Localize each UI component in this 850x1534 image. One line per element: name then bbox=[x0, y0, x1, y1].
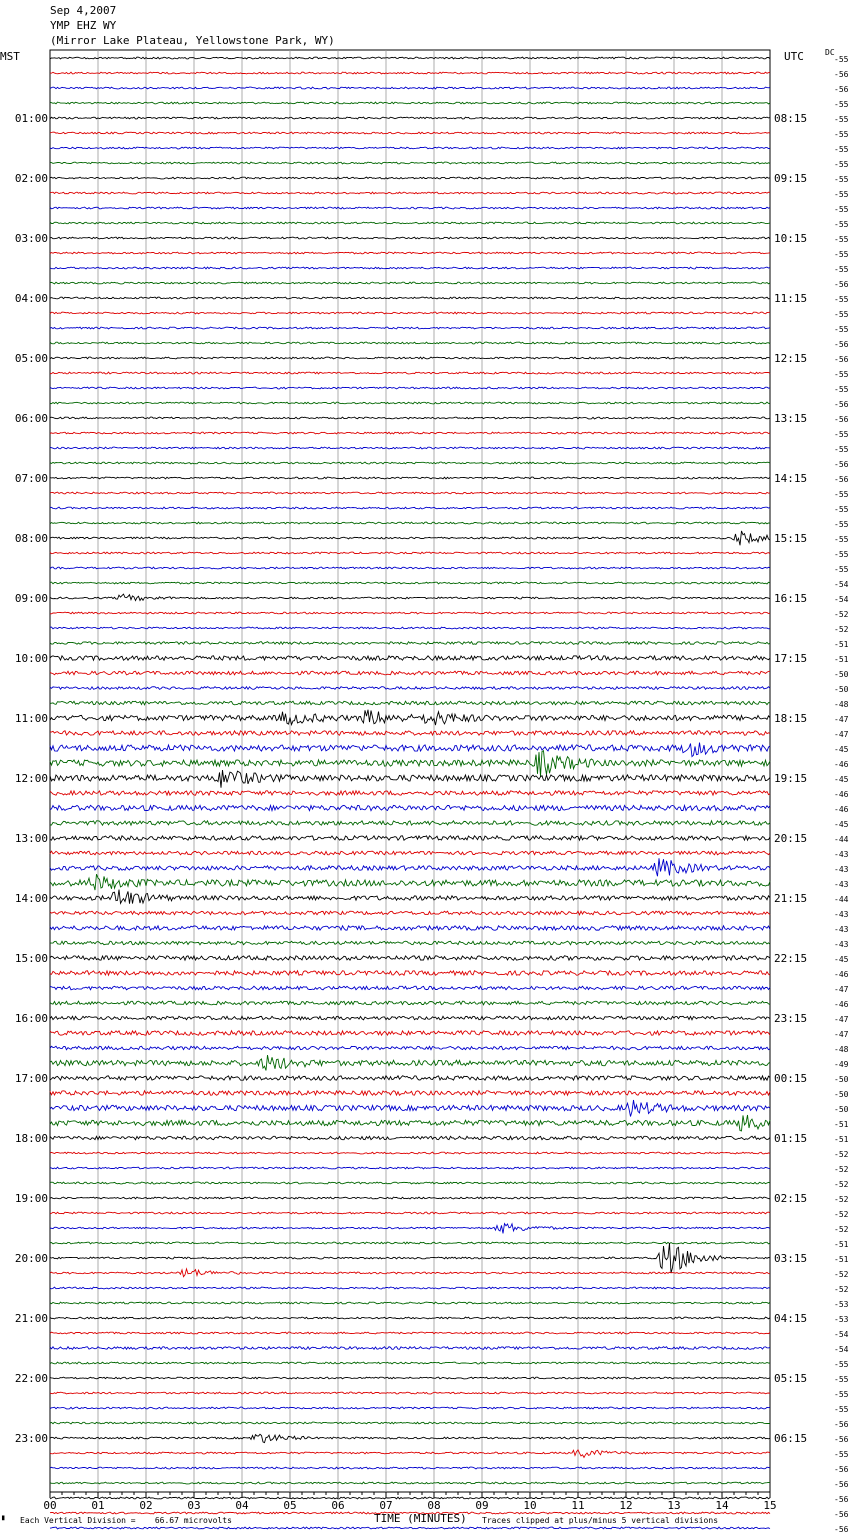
seismic-trace bbox=[50, 1224, 770, 1234]
utc-hour-label: 05:15 bbox=[774, 1372, 808, 1385]
x-tick-label: 07 bbox=[379, 1499, 393, 1512]
seismic-trace bbox=[50, 1392, 770, 1394]
mst-hour-label: 16:00 bbox=[14, 1012, 48, 1025]
seismic-trace bbox=[50, 1031, 770, 1035]
seismic-trace bbox=[50, 1100, 770, 1117]
station-label: YMP EHZ WY bbox=[50, 19, 117, 32]
seismic-trace bbox=[50, 791, 770, 795]
seismic-trace bbox=[50, 1136, 770, 1140]
seismic-trace bbox=[50, 612, 770, 614]
mst-hour-label: 05:00 bbox=[14, 352, 48, 365]
seismic-trace bbox=[50, 1001, 770, 1005]
x-tick-label: 01 bbox=[91, 1499, 105, 1512]
dc-offset-label: -50 bbox=[834, 1075, 849, 1084]
utc-hour-label: 03:15 bbox=[774, 1252, 808, 1265]
trace-layer bbox=[50, 57, 770, 1534]
dc-offset-label: -47 bbox=[834, 1015, 849, 1024]
dc-offset-label: -55 bbox=[834, 205, 849, 214]
utc-hour-label: 06:15 bbox=[774, 1432, 808, 1445]
seismic-trace bbox=[50, 132, 770, 134]
dc-offset-label: -51 bbox=[834, 1120, 849, 1129]
mst-hour-label: 01:00 bbox=[14, 112, 48, 125]
dc-offset-label: -55 bbox=[834, 385, 849, 394]
dc-offset-label: -51 bbox=[834, 640, 849, 649]
seismic-trace bbox=[50, 1434, 770, 1442]
utc-hour-label: 00:15 bbox=[774, 1072, 808, 1085]
seismic-trace bbox=[50, 956, 770, 960]
seismic-trace bbox=[50, 402, 770, 404]
dc-offset-label: -54 bbox=[834, 595, 849, 604]
dc-offset-label: -56 bbox=[834, 1525, 849, 1534]
dc-offset-label: -54 bbox=[834, 1345, 849, 1354]
utc-hour-label: 02:15 bbox=[774, 1192, 808, 1205]
seismic-trace bbox=[50, 1212, 770, 1214]
dc-offset-label: -55 bbox=[834, 190, 849, 199]
dc-offset-label: -50 bbox=[834, 685, 849, 694]
dc-offset-label: -43 bbox=[834, 865, 849, 874]
utc-hour-label: 16:15 bbox=[774, 592, 808, 605]
seismic-trace bbox=[50, 177, 770, 179]
dc-offset-label: -55 bbox=[834, 55, 849, 64]
dc-offset-label: -43 bbox=[834, 925, 849, 934]
mst-hour-label: 10:00 bbox=[14, 652, 48, 665]
seismic-trace bbox=[50, 522, 770, 524]
x-tick-label: 09 bbox=[475, 1499, 489, 1512]
seismic-trace bbox=[50, 282, 770, 284]
dc-offset-label: -55 bbox=[834, 565, 849, 574]
dc-offset-label: -56 bbox=[834, 415, 849, 424]
x-tick-label: 15 bbox=[763, 1499, 777, 1512]
dc-offset-label: -50 bbox=[834, 670, 849, 679]
dc-offset-label: -52 bbox=[834, 1210, 849, 1219]
seismic-trace bbox=[50, 642, 770, 645]
dc-label: DC bbox=[825, 48, 835, 57]
mst-hour-label: 12:00 bbox=[14, 772, 48, 785]
dc-offset-label: -55 bbox=[834, 235, 849, 244]
dc-offset-label: -55 bbox=[834, 1375, 849, 1384]
location-label: (Mirror Lake Plateau, Yellowstone Park, WY) bbox=[50, 34, 335, 47]
mst-hour-label: 03:00 bbox=[14, 232, 48, 245]
seismic-trace bbox=[50, 671, 770, 675]
seismic-trace bbox=[50, 1016, 770, 1020]
dc-offset-label: -51 bbox=[834, 1255, 849, 1264]
seismic-trace bbox=[50, 1182, 770, 1184]
dc-offset-label: -55 bbox=[834, 1450, 849, 1459]
mst-hour-label: 13:00 bbox=[14, 832, 48, 845]
utc-hour-label: 19:15 bbox=[774, 772, 808, 785]
dc-offset-label: -56 bbox=[834, 1420, 849, 1429]
utc-hour-label: 18:15 bbox=[774, 712, 808, 725]
seismic-trace bbox=[50, 237, 770, 239]
dc-offset-label: -55 bbox=[834, 490, 849, 499]
utc-hour-label: 01:15 bbox=[774, 1132, 808, 1145]
seismic-trace bbox=[50, 858, 770, 876]
seismic-trace bbox=[50, 770, 770, 788]
dc-offset-label: -52 bbox=[834, 1150, 849, 1159]
seismic-trace bbox=[50, 432, 770, 434]
utc-hour-label: 11:15 bbox=[774, 292, 808, 305]
right-timezone-label: UTC bbox=[784, 50, 804, 63]
seismic-trace bbox=[50, 117, 770, 119]
utc-hour-label: 21:15 bbox=[774, 892, 808, 905]
dc-offset-label: -52 bbox=[834, 1165, 849, 1174]
seismic-trace bbox=[50, 911, 770, 915]
dc-offset-label: -56 bbox=[834, 70, 849, 79]
x-tick-label: 03 bbox=[187, 1499, 201, 1512]
mst-hour-label: 11:00 bbox=[14, 712, 48, 725]
seismic-trace bbox=[50, 222, 770, 224]
plot-frame bbox=[50, 50, 770, 1492]
seismic-trace bbox=[50, 1362, 770, 1364]
seismic-trace bbox=[50, 477, 770, 479]
dc-offset-label: -46 bbox=[834, 805, 849, 814]
dc-offset-label: -55 bbox=[834, 325, 849, 334]
seismic-trace bbox=[50, 192, 770, 194]
seismic-trace bbox=[50, 372, 770, 374]
seismic-trace bbox=[50, 1197, 770, 1199]
seismic-trace bbox=[50, 805, 770, 810]
seismic-trace bbox=[50, 986, 770, 990]
seismic-trace bbox=[50, 751, 770, 777]
dc-offset-label: -43 bbox=[834, 910, 849, 919]
seismic-trace bbox=[50, 731, 770, 735]
mst-hour-label: 02:00 bbox=[14, 172, 48, 185]
seismic-trace bbox=[50, 582, 770, 584]
x-tick-label: 00 bbox=[43, 1499, 57, 1512]
dc-offset-label: -45 bbox=[834, 745, 849, 754]
utc-hour-label: 20:15 bbox=[774, 832, 808, 845]
mst-hour-label: 04:00 bbox=[14, 292, 48, 305]
dc-offset-label: -49 bbox=[834, 1060, 849, 1069]
seismic-trace bbox=[50, 447, 770, 449]
utc-hour-label: 08:15 bbox=[774, 112, 808, 125]
dc-offset-label: -47 bbox=[834, 715, 849, 724]
utc-hour-label: 10:15 bbox=[774, 232, 808, 245]
seismic-trace bbox=[50, 851, 770, 855]
dc-offset-label: -50 bbox=[834, 1090, 849, 1099]
seismic-trace bbox=[50, 971, 770, 975]
seismic-trace bbox=[50, 1167, 770, 1169]
seismic-trace bbox=[50, 1497, 770, 1499]
seismic-trace bbox=[50, 1115, 770, 1131]
mst-hour-label: 09:00 bbox=[14, 592, 48, 605]
mst-hour-label: 21:00 bbox=[14, 1312, 48, 1325]
left-timezone-label: MST bbox=[0, 50, 20, 63]
utc-hour-label: 17:15 bbox=[774, 652, 808, 665]
seismic-trace bbox=[50, 297, 770, 299]
x-tick-label: 12 bbox=[619, 1499, 633, 1512]
dc-offset-label: -52 bbox=[834, 1270, 849, 1279]
vertical-division-note: Each Vertical Division = 66.67 microvolts bbox=[20, 1516, 232, 1525]
mst-hour-label: 22:00 bbox=[14, 1372, 48, 1385]
seismic-trace bbox=[50, 627, 770, 629]
dc-offset-label: -45 bbox=[834, 775, 849, 784]
dc-offset-label: -47 bbox=[834, 1030, 849, 1039]
seismic-trace bbox=[50, 507, 770, 509]
seismic-trace bbox=[50, 267, 770, 269]
seismic-trace bbox=[50, 710, 770, 725]
dc-offset-label: -55 bbox=[834, 115, 849, 124]
seismic-trace bbox=[50, 162, 770, 164]
seismic-trace bbox=[50, 594, 770, 600]
seismic-trace bbox=[50, 531, 770, 545]
mst-hour-label: 17:00 bbox=[14, 1072, 48, 1085]
dc-offset-label: -52 bbox=[834, 1225, 849, 1234]
x-tick-label: 02 bbox=[139, 1499, 153, 1512]
dc-offset-label: -55 bbox=[834, 1360, 849, 1369]
mst-hour-label: 07:00 bbox=[14, 472, 48, 485]
dc-offset-label: -55 bbox=[834, 220, 849, 229]
utc-hour-label: 22:15 bbox=[774, 952, 808, 965]
dc-offset-label: -56 bbox=[834, 1495, 849, 1504]
dc-offset-label: -54 bbox=[834, 580, 849, 589]
dc-offset-label: -54 bbox=[834, 1330, 849, 1339]
dc-offset-label: -55 bbox=[834, 160, 849, 169]
utc-hour-label: 13:15 bbox=[774, 412, 808, 425]
seismic-trace bbox=[50, 312, 770, 314]
dc-offset-label: -43 bbox=[834, 880, 849, 889]
seismic-trace bbox=[50, 567, 770, 569]
dc-offset-label: -52 bbox=[834, 1180, 849, 1189]
dc-offset-label: -55 bbox=[834, 505, 849, 514]
dc-offset-label: -56 bbox=[834, 400, 849, 409]
seismic-trace bbox=[50, 1422, 770, 1424]
dc-offset-label: -45 bbox=[834, 955, 849, 964]
seismic-trace bbox=[50, 743, 770, 757]
dc-offset-label: -56 bbox=[834, 85, 849, 94]
dc-offset-label: -52 bbox=[834, 1195, 849, 1204]
dc-offset-label: -44 bbox=[834, 835, 849, 844]
seismic-trace bbox=[50, 1269, 770, 1277]
dc-offset-label: -56 bbox=[834, 1465, 849, 1474]
seismic-trace bbox=[50, 1527, 770, 1529]
seismic-trace bbox=[50, 1377, 770, 1379]
dc-offset-label: -55 bbox=[834, 130, 849, 139]
dc-offset-label: -56 bbox=[834, 475, 849, 484]
dc-offset-label: -56 bbox=[834, 355, 849, 364]
dc-offset-label: -46 bbox=[834, 1000, 849, 1009]
seismic-trace bbox=[50, 207, 770, 209]
dc-offset-label: -55 bbox=[834, 535, 849, 544]
dc-offset-label: -56 bbox=[834, 1480, 849, 1489]
seismic-trace bbox=[50, 327, 770, 329]
seismic-trace bbox=[50, 492, 770, 494]
mst-hour-label: 23:00 bbox=[14, 1432, 48, 1445]
mst-hour-label: 06:00 bbox=[14, 412, 48, 425]
seismic-trace bbox=[50, 701, 770, 705]
seismic-trace bbox=[50, 417, 770, 419]
dc-offset-label: -51 bbox=[834, 1135, 849, 1144]
dc-offset-label: -55 bbox=[834, 250, 849, 259]
dc-offset-label: -48 bbox=[834, 1045, 849, 1054]
dc-offset-label: -45 bbox=[834, 820, 849, 829]
mst-hour-label: 18:00 bbox=[14, 1132, 48, 1145]
dc-offset-label: -55 bbox=[834, 1390, 849, 1399]
seismic-trace bbox=[50, 387, 770, 389]
seismic-trace bbox=[50, 890, 770, 904]
seismic-trace bbox=[50, 926, 770, 930]
dc-offset-label: -53 bbox=[834, 1315, 849, 1324]
dc-offset-label: -53 bbox=[834, 1300, 849, 1309]
x-tick-label: 05 bbox=[283, 1499, 297, 1512]
x-tick-label: 04 bbox=[235, 1499, 249, 1512]
utc-hour-label: 09:15 bbox=[774, 172, 808, 185]
dc-offset-label: -55 bbox=[834, 295, 849, 304]
seismic-trace bbox=[50, 874, 770, 890]
seismic-trace bbox=[50, 687, 770, 690]
dc-offset-label: -56 bbox=[834, 280, 849, 289]
utc-hour-label: 15:15 bbox=[774, 532, 808, 545]
dc-offset-label: -55 bbox=[834, 520, 849, 529]
seismic-trace bbox=[50, 102, 770, 104]
dc-offset-label: -55 bbox=[834, 175, 849, 184]
seismic-trace bbox=[50, 72, 770, 74]
x-tick-label: 11 bbox=[571, 1499, 585, 1512]
utc-hour-label: 04:15 bbox=[774, 1312, 808, 1325]
clipping-note: Traces clipped at plus/minus 5 vertical divisions bbox=[482, 1516, 719, 1525]
seismic-trace bbox=[50, 656, 770, 660]
corner-mark: ▘ bbox=[2, 1516, 7, 1525]
dc-offset-label: -55 bbox=[834, 145, 849, 154]
utc-hour-label: 14:15 bbox=[774, 472, 808, 485]
seismic-trace bbox=[50, 1287, 770, 1289]
mst-hour-label: 14:00 bbox=[14, 892, 48, 905]
seismic-trace bbox=[50, 252, 770, 254]
x-tick-label: 13 bbox=[667, 1499, 681, 1512]
dc-offset-label: -55 bbox=[834, 310, 849, 319]
seismic-trace bbox=[50, 1046, 770, 1050]
dc-offset-label: -47 bbox=[834, 985, 849, 994]
dc-offset-label: -43 bbox=[834, 940, 849, 949]
seismic-trace bbox=[50, 821, 770, 825]
seismic-trace bbox=[50, 57, 770, 59]
seismic-trace bbox=[50, 462, 770, 464]
seismic-trace bbox=[50, 1152, 770, 1154]
seismic-trace bbox=[50, 1450, 770, 1458]
dc-offset-label: -51 bbox=[834, 655, 849, 664]
seismic-trace bbox=[50, 1332, 770, 1334]
dc-offset-label: -52 bbox=[834, 610, 849, 619]
dc-offset-label: -46 bbox=[834, 790, 849, 799]
dc-offset-label: -44 bbox=[834, 895, 849, 904]
dc-offset-label: -56 bbox=[834, 1510, 849, 1519]
x-tick-label: 14 bbox=[715, 1499, 729, 1512]
mst-hour-label: 15:00 bbox=[14, 952, 48, 965]
dc-offset-label: -50 bbox=[834, 1105, 849, 1114]
dc-offset-label: -55 bbox=[834, 370, 849, 379]
seismic-trace bbox=[50, 552, 770, 554]
dc-offset-label: -46 bbox=[834, 760, 849, 769]
dc-offset-label: -48 bbox=[834, 700, 849, 709]
seismic-trace bbox=[50, 342, 770, 344]
seismic-trace bbox=[50, 1317, 770, 1319]
seismic-trace bbox=[50, 1055, 770, 1070]
seismic-trace bbox=[50, 1091, 770, 1095]
dc-offset-label: -55 bbox=[834, 1405, 849, 1414]
chart-title: Sep 4,2007 bbox=[50, 4, 117, 17]
dc-offset-label: -52 bbox=[834, 1285, 849, 1294]
dc-offset-label: -51 bbox=[834, 1240, 849, 1249]
seismic-trace bbox=[50, 1076, 770, 1080]
x-tick-label: 08 bbox=[427, 1499, 441, 1512]
dc-offset-label: -55 bbox=[834, 445, 849, 454]
seismic-trace bbox=[50, 87, 770, 89]
dc-offset-label: -55 bbox=[834, 100, 849, 109]
seismic-trace bbox=[50, 836, 770, 840]
dc-offset-label: -47 bbox=[834, 730, 849, 739]
dc-offset-label: -52 bbox=[834, 625, 849, 634]
seismic-trace bbox=[50, 1482, 770, 1484]
seismic-trace bbox=[50, 1302, 770, 1304]
seismic-trace bbox=[50, 941, 770, 945]
dc-offset-label: -55 bbox=[834, 550, 849, 559]
seismic-trace bbox=[50, 1242, 770, 1244]
utc-hour-label: 23:15 bbox=[774, 1012, 808, 1025]
x-tick-label: 06 bbox=[331, 1499, 345, 1512]
mst-hour-label: 08:00 bbox=[14, 532, 48, 545]
mst-hour-label: 19:00 bbox=[14, 1192, 48, 1205]
seismic-trace bbox=[50, 357, 770, 359]
seismic-trace bbox=[50, 1347, 770, 1350]
utc-hour-label: 12:15 bbox=[774, 352, 808, 365]
dc-offset-label: -43 bbox=[834, 850, 849, 859]
mst-hour-label: 20:00 bbox=[14, 1252, 48, 1265]
seismic-trace bbox=[50, 1407, 770, 1409]
dc-offset-label: -56 bbox=[834, 340, 849, 349]
x-axis-title: TIME (MINUTES) bbox=[374, 1512, 467, 1525]
seismic-trace bbox=[50, 1243, 770, 1273]
seismic-trace bbox=[50, 1467, 770, 1469]
dc-offset-label: -55 bbox=[834, 265, 849, 274]
seismic-trace bbox=[50, 147, 770, 149]
x-tick-label: 10 bbox=[523, 1499, 537, 1512]
dc-offset-label: -56 bbox=[834, 460, 849, 469]
dc-offset-label: -56 bbox=[834, 1435, 849, 1444]
dc-offset-label: -55 bbox=[834, 430, 849, 439]
dc-offset-label: -46 bbox=[834, 970, 849, 979]
